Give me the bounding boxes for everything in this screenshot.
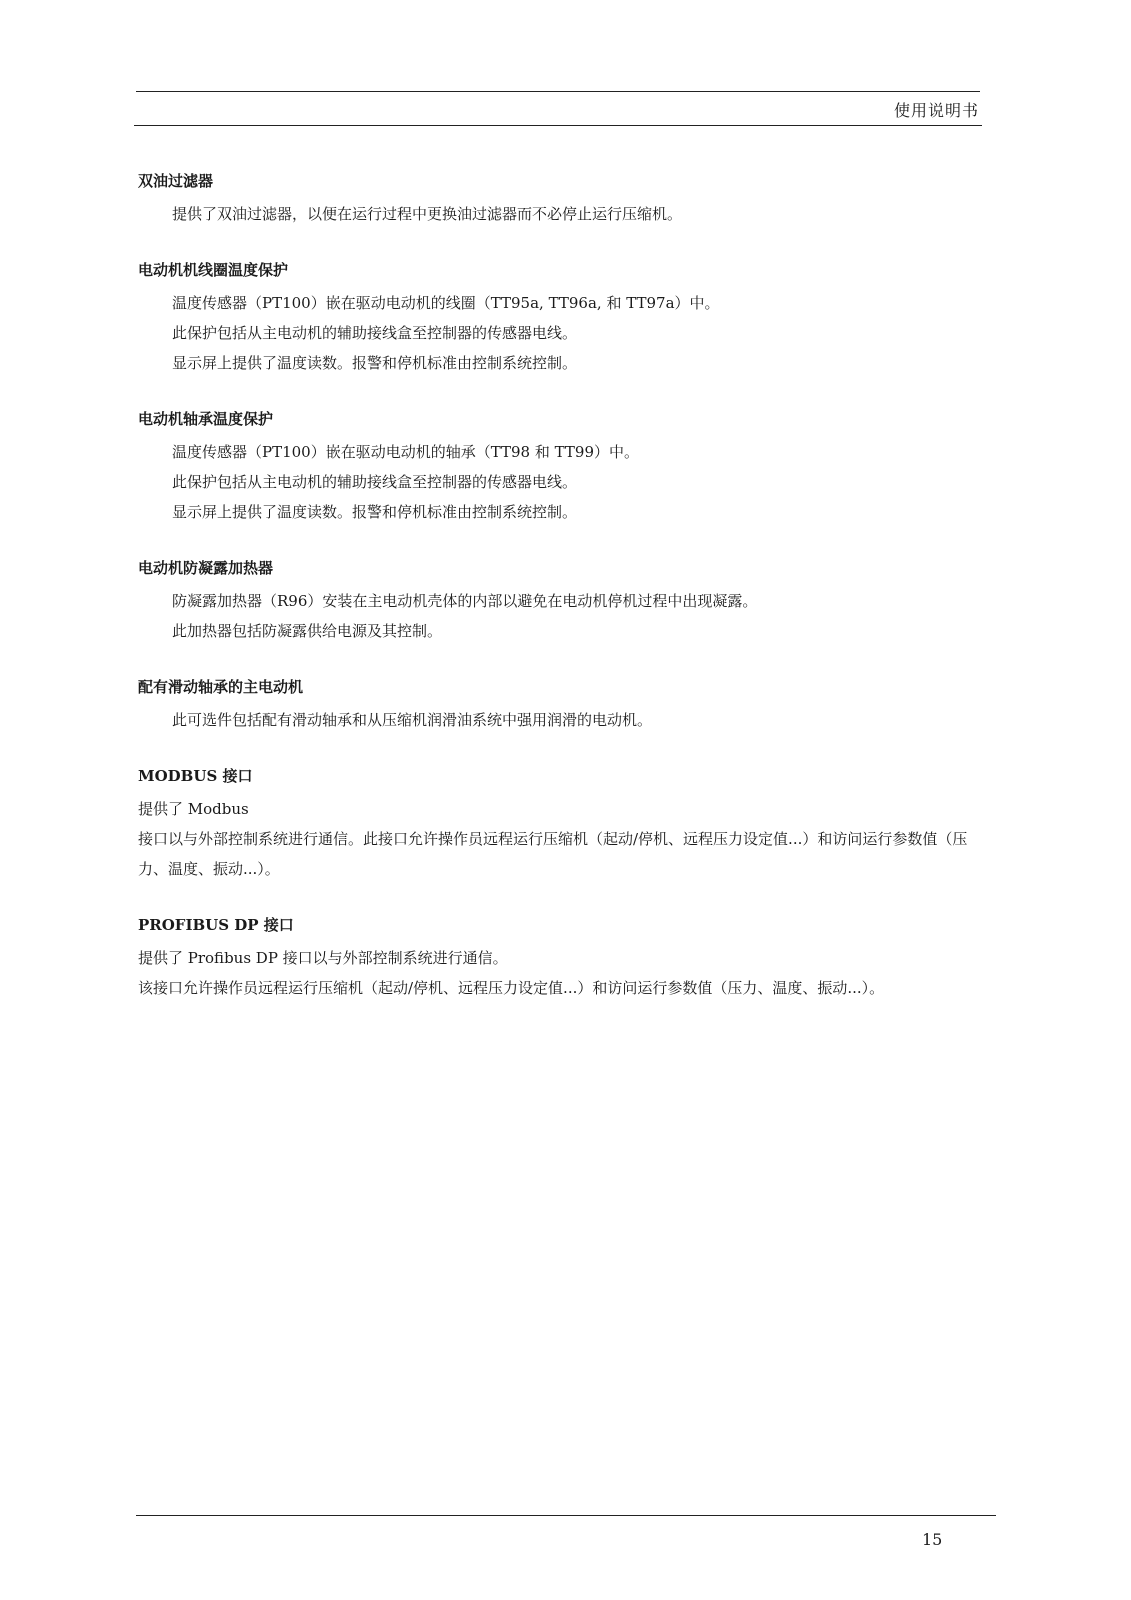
section-paragraph: 显示屏上提供了温度读数。报警和停机标准由控制系统控制。 — [172, 503, 578, 521]
section-paragraph: 温度传感器（PT100）嵌在驱动电动机的线圈（TT95a, TT96a, 和 TT97a）中。 — [172, 294, 720, 312]
section-title: 电动机机线圈温度保护 — [138, 261, 289, 279]
section-modbus-interface — [138, 765, 984, 884]
section-paragraph: 此可选件包括配有滑动轴承和从压缩机润滑油系统中强用润滑的电动机。 — [172, 711, 653, 729]
document-header-title: 使用说明书 — [893, 101, 979, 120]
section-paragraph: 提供了 Profibus DP 接口以与外部控制系统进行通信。 — [138, 949, 508, 967]
section-title: PROFIBUS DP 接口 — [138, 916, 294, 934]
section-paragraph: 提供了 Modbus — [138, 800, 249, 818]
section-paragraph: 此保护包括从主电动机的辅助接线盒至控制器的传感器电线。 — [172, 324, 578, 342]
section-anti-condensation-heater — [138, 557, 984, 646]
section-profibus-interface — [138, 914, 984, 1003]
page-number: 15 — [922, 1530, 943, 1549]
header-rule-top — [136, 91, 980, 92]
section-paragraph: 接口以与外部控制系统进行通信。此接口允许操作员远程运行压缩机（起动/停机、远程压力设定值...）和访问运行参数值（压力、温度、振动...）。 — [138, 830, 968, 878]
header-rule-bottom — [134, 125, 982, 126]
section-title: 配有滑动轴承的主电动机 — [138, 678, 304, 696]
section-paragraph: 该接口允许操作员远程运行压缩机（起动/停机、远程压力设定值...）和访问运行参数值（压力、温度、振动...）。 — [138, 979, 885, 997]
section-paragraph: 温度传感器（PT100）嵌在驱动电动机的轴承（TT98 和 TT99）中。 — [172, 443, 640, 461]
section-title: 电动机轴承温度保护 — [138, 410, 274, 428]
section-title: 双油过滤器 — [138, 172, 214, 190]
section-title: 电动机防凝露加热器 — [138, 559, 274, 577]
section-sleeve-bearing-motor — [138, 676, 984, 735]
section-paragraph: 提供了双油过滤器，以便在运行过程中更换油过滤器而不必停止运行压缩机。 — [172, 205, 683, 223]
section-paragraph: 此加热器包括防凝露供给电源及其控制。 — [172, 622, 443, 640]
section-motor-winding-temperature — [138, 259, 984, 378]
section-paragraph: 此保护包括从主电动机的辅助接线盒至控制器的传感器电线。 — [172, 473, 578, 491]
page-content — [138, 170, 984, 1033]
section-title: MODBUS 接口 — [138, 767, 253, 785]
footer-rule — [136, 1515, 996, 1516]
section-paragraph: 防凝露加热器（R96）安装在主电动机壳体的内部以避免在电动机停机过程中出现凝露。 — [172, 592, 758, 610]
section-motor-bearing-temperature — [138, 408, 984, 527]
section-dual-oil-filter — [138, 170, 984, 229]
section-paragraph: 显示屏上提供了温度读数。报警和停机标准由控制系统控制。 — [172, 354, 578, 372]
